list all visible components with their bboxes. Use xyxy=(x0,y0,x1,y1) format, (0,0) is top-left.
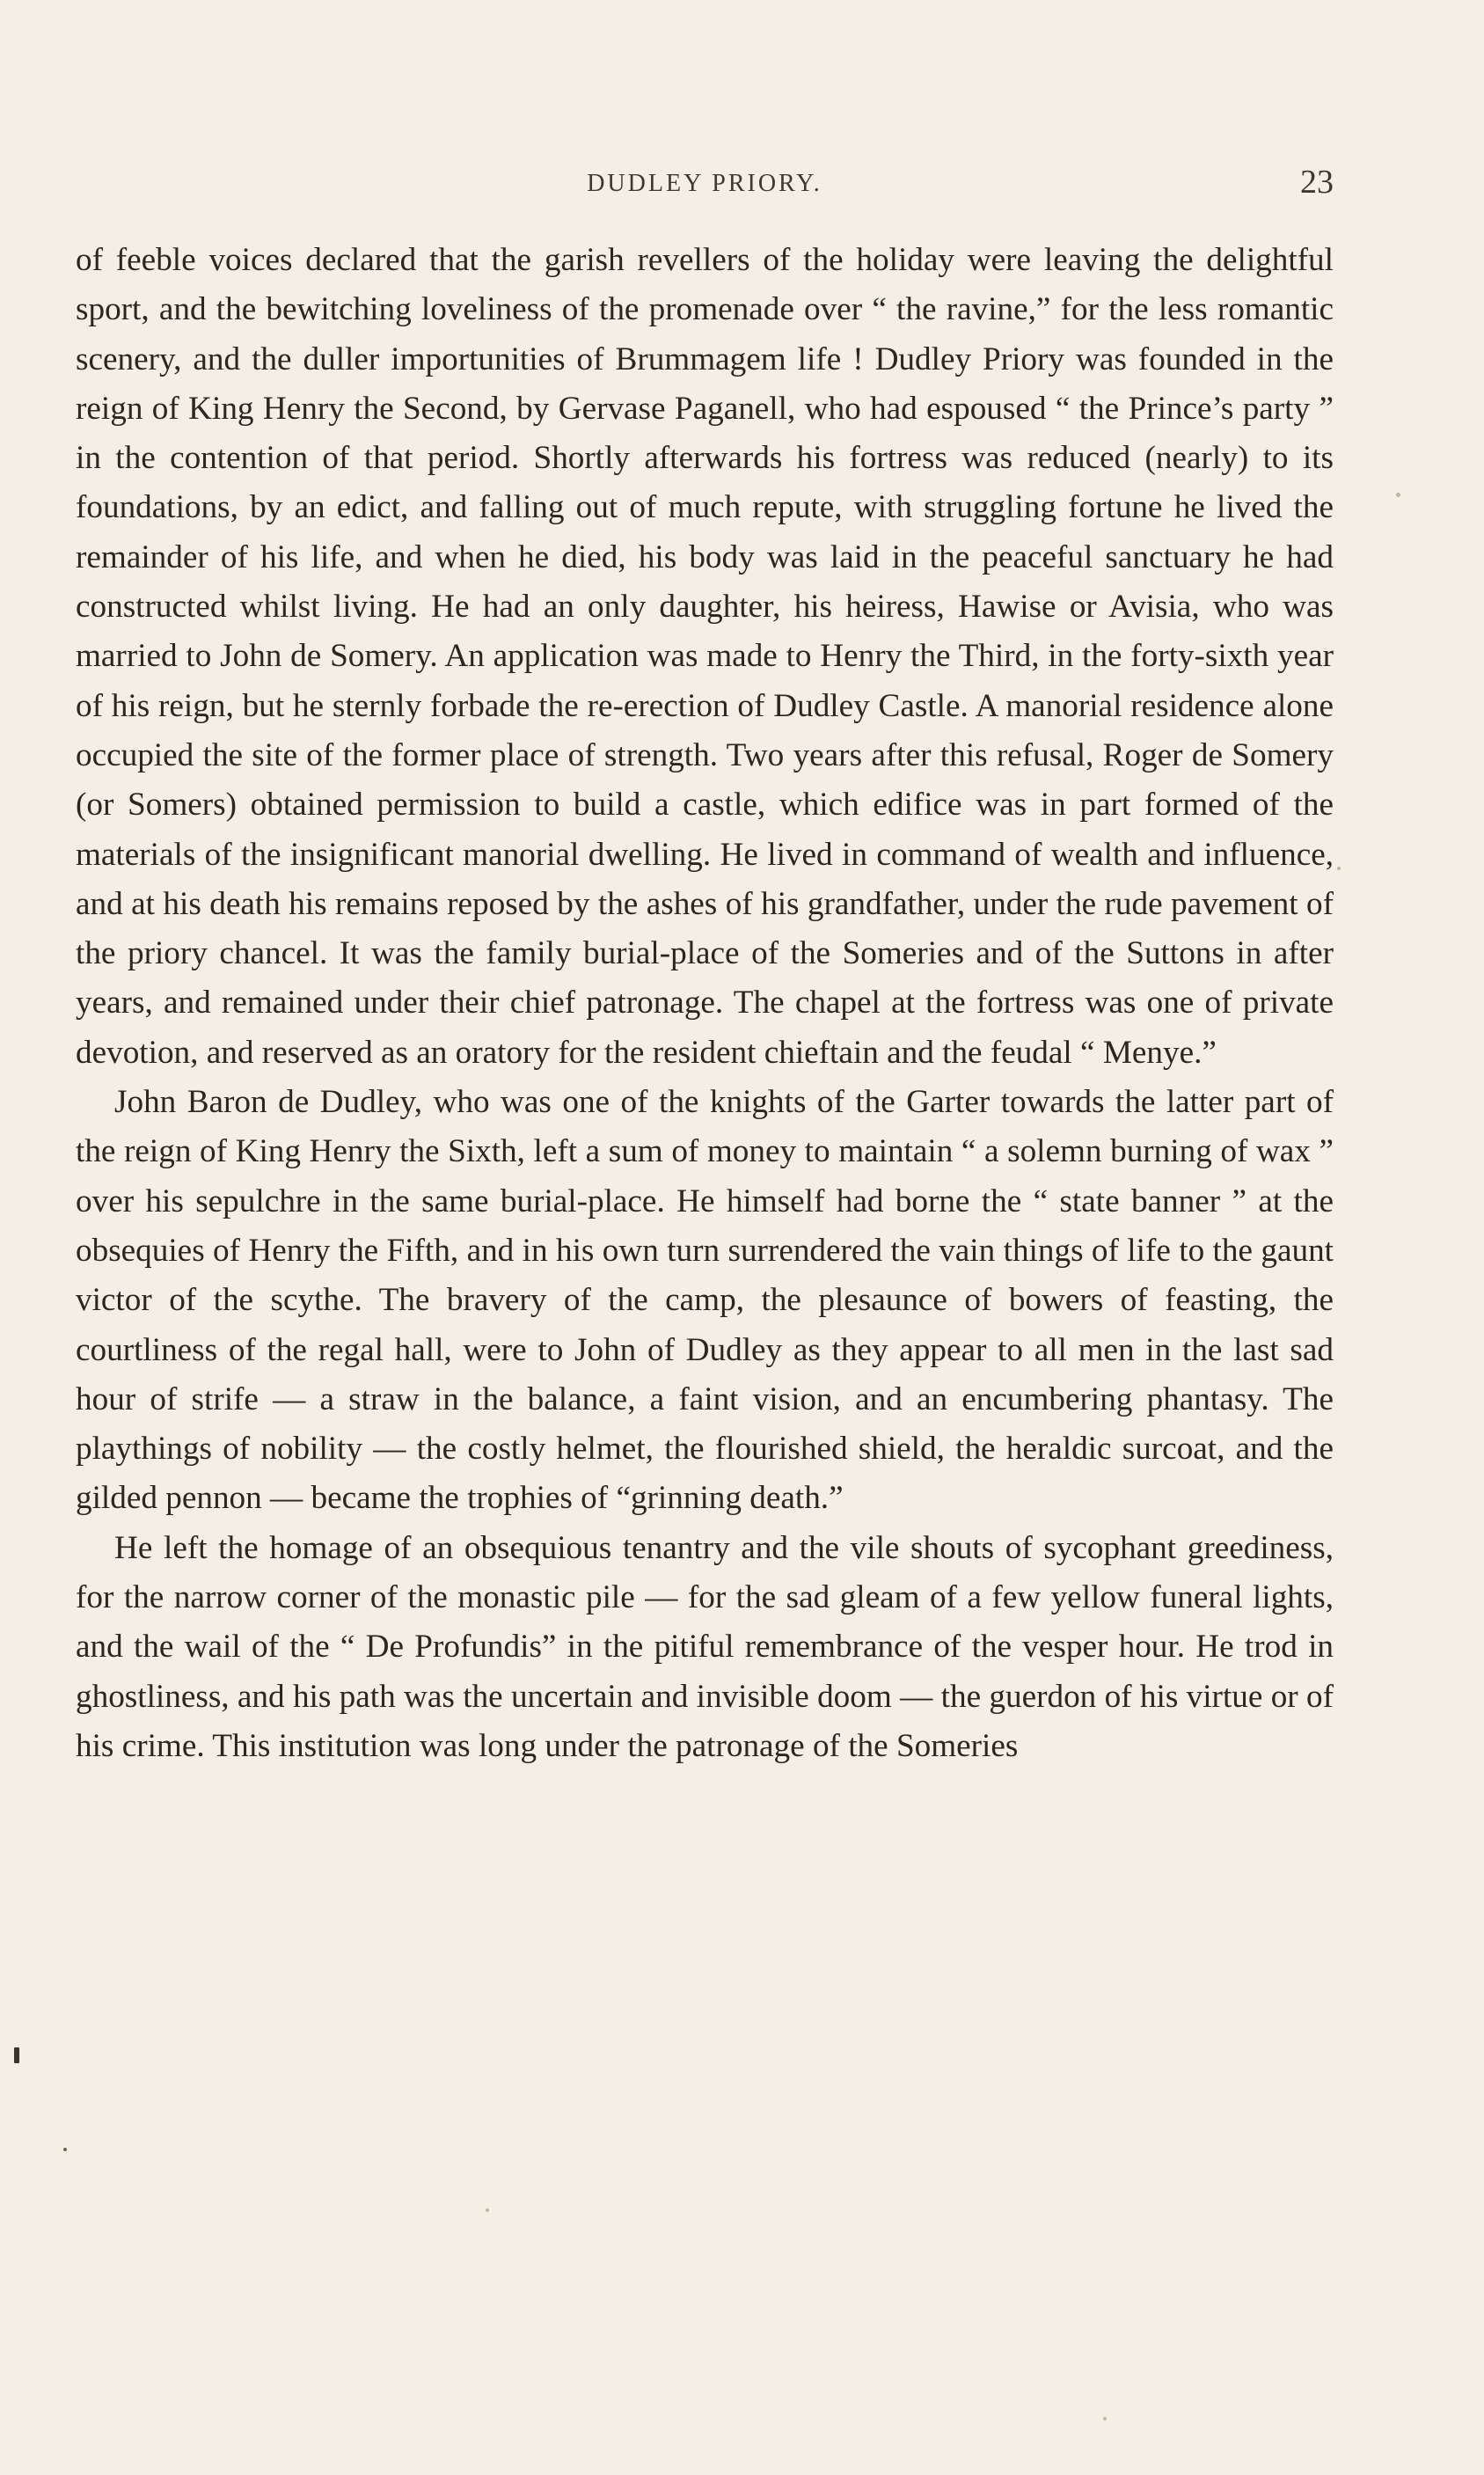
paragraph: He left the homage of an obsequious tenantry and the vile shouts of sycophant greediness, for the narrow corner of the monastic pile — for the sad gleam of a few yellow funeral lights, and the wail of the “ De Profundis” in the pitiful remembrance of the vesper hour. He trod in ghostliness, and his path was the uncertain and invisible doom — the guerdon of his virtue or of his crime. This institution was long under the patronage of the Someries xyxy=(76,1529,1334,1764)
paper-fleck xyxy=(1103,2417,1107,2420)
paper-fleck xyxy=(1337,867,1341,870)
page-number: 23 xyxy=(1300,164,1334,201)
paper-fleck xyxy=(1396,493,1400,497)
paper-fleck xyxy=(63,2148,67,2151)
paragraph: John Baron de Dudley, who was one of the knights of the Garter towards the latter part of the reign of King Henry the Sixth, left a sum of money to maintain “ a solemn burning of wax ” over his sepulchre in the same burial-place. He himself had borne the “ state banner ” at the obsequies of Henry the Fifth, and in his own turn surrendered the vain things of life to the gaunt victor of the scythe. The bravery of the camp, the plesaunce of bowers of feasting, the courtliness of the regal hall, were to John of Dudley as they appear to all men in the last sad hour of strife — a straw in the balance, a faint vision, and an encumbering phantasy. The playthings of nobility — the costly helmet, the flourished shield, the heraldic surcoat, and the gilded pennon — became the trophies of “grinning death.” xyxy=(76,1084,1334,1517)
paper-fleck xyxy=(14,2047,19,2063)
running-title: DUDLEY PRIORY. xyxy=(587,170,822,197)
body-text xyxy=(76,236,1334,1771)
running-head xyxy=(76,163,1334,207)
paragraph: of feeble voices declared that the garish revellers of the holiday were leaving the delightful sport, and the bewitching loveliness of the promenade over “ the ravine,” for the less romantic scenery, and the duller importunities of Brummagem life ! Dudley Priory was founded in the reign of King Henry the Second, by Gervase Paganell, who had espoused “ the Prince’s party ” in the contention of that period. Shortly afterwards his fortress was reduced (nearly) to its foundations, by an edict, and falling out of much repute, with struggling fortune he lived the remainder of his life, and when he died, his body was laid in the peaceful sanctuary he had constructed whilst living. He had an only daughter, his heiress, Hawise or Avisia, who was married to John de Somery. An application was made to Henry the Third, in the forty-sixth year of his reign, but he sternly forbade the re-erection of Dudley Castle. A manorial residence alone occupied the site of the former place of strength. Two years after this refusal, Roger de Somery (or Somers) obtained permission to build a castle, which edifice was in part formed of the materials of the insignificant manorial dwelling. He lived in command of wealth and influence, and at his death his remains reposed by the ashes of his grandfather, under the rude pavement of the priory chancel. It was the family burial-place of the Someries and of the Suttons in after years, and remained under their chief patronage. The chapel at the fortress was one of private devotion, and reserved as an oratory for the resident chieftain and the feudal “ Menye.” xyxy=(76,242,1334,1071)
paper-fleck xyxy=(486,2208,489,2212)
